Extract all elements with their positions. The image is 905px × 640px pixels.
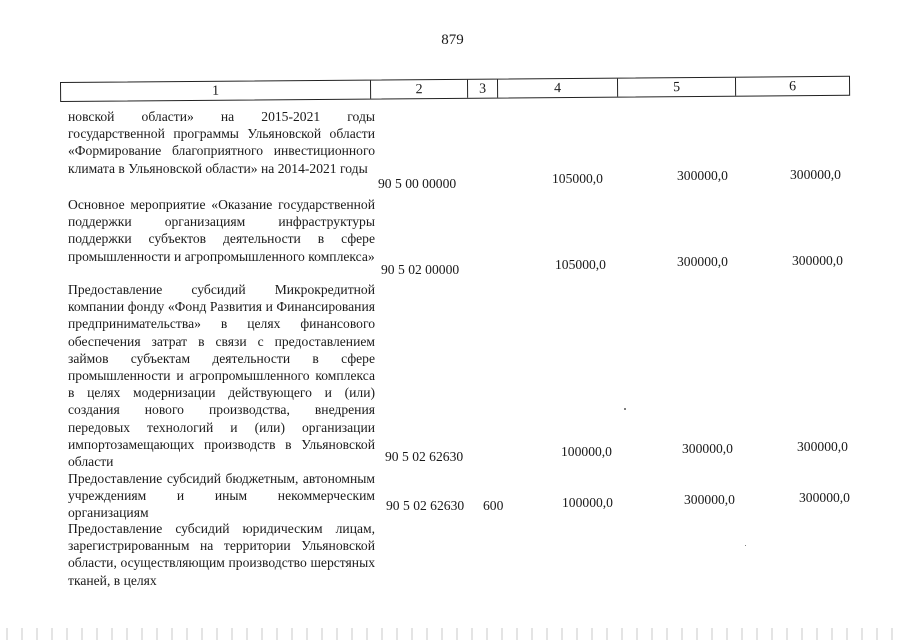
header-col-5: 5 bbox=[618, 78, 736, 97]
row-4-description: Предоставление субсидий бюджетным, автономным учреждениям и иным некоммерческим организациям bbox=[68, 471, 375, 521]
row-2-description: Основное мероприятие «Оказание государственной поддержки организациям инфраструктуры поддержки субъектов деятельности в сфере промышленности и агропромышленного комплекса» bbox=[68, 197, 375, 264]
header-col-4: 4 bbox=[498, 79, 618, 98]
row-3-value-col-5: 300000,0 bbox=[682, 441, 733, 456]
row-1-value-col-5: 300000,0 bbox=[677, 168, 728, 183]
row-5-description: Предоставление субсидий юридическим лицам, зарегистрированным на территории Ульяновской области, осуществляющим производство шерстяных тканей, в целях bbox=[68, 521, 375, 588]
scan-speck bbox=[745, 545, 746, 546]
row-2-value-col-6: 300000,0 bbox=[792, 253, 843, 268]
row-1-code: 90 5 00 00000 bbox=[378, 176, 457, 191]
table-header-row bbox=[60, 76, 850, 102]
row-3-description: Предоставление субсидий Микрокредитной компании фонду «Фонд Развития и Финансирования предпринимательства» в целях финансового обеспечения затрат в связи с предоставлением займов субъектам деятельности в сфере промышленности и агропромышленного комплекса в целях модернизации действующего и (или) создания нового производства, внедрения передовых технологий и (или) организации импортозамещающих производств в Ульяновской области bbox=[68, 282, 375, 470]
row-1-value-col-6: 300000,0 bbox=[790, 167, 841, 182]
row-3-value-col-6: 300000,0 bbox=[797, 439, 848, 454]
row-4-value-col-5: 300000,0 bbox=[684, 492, 735, 507]
row-3-code: 90 5 02 62630 bbox=[385, 449, 464, 464]
scan-edge-noise bbox=[0, 628, 905, 640]
row-4-value-col-6: 300000,0 bbox=[799, 490, 850, 505]
header-col-2: 2 bbox=[371, 80, 468, 99]
header-col-1: 1 bbox=[61, 81, 371, 101]
header-col-3: 3 bbox=[468, 80, 498, 98]
row-2-value-col-4: 105000,0 bbox=[555, 257, 606, 272]
row-4-code: 90 5 02 62630 bbox=[386, 498, 465, 513]
row-1-value-col-4: 105000,0 bbox=[552, 171, 603, 186]
row-3-value-col-4: 100000,0 bbox=[561, 444, 612, 459]
page-number: 879 bbox=[441, 32, 464, 48]
row-4-col-3: 600 bbox=[483, 498, 504, 513]
header-col-6: 6 bbox=[789, 79, 797, 95]
row-2-value-col-5: 300000,0 bbox=[677, 254, 728, 269]
row-1-description: новской области» на 2015-2021 годы государственной программы Ульяновской области «Формирование благоприятного инвестиционного климата в Ульяновской области» на 2014-2021 годы bbox=[68, 109, 375, 176]
row-2-code: 90 5 02 00000 bbox=[381, 262, 460, 277]
row-4-value-col-4: 100000,0 bbox=[562, 495, 613, 510]
scan-speck bbox=[624, 408, 626, 410]
